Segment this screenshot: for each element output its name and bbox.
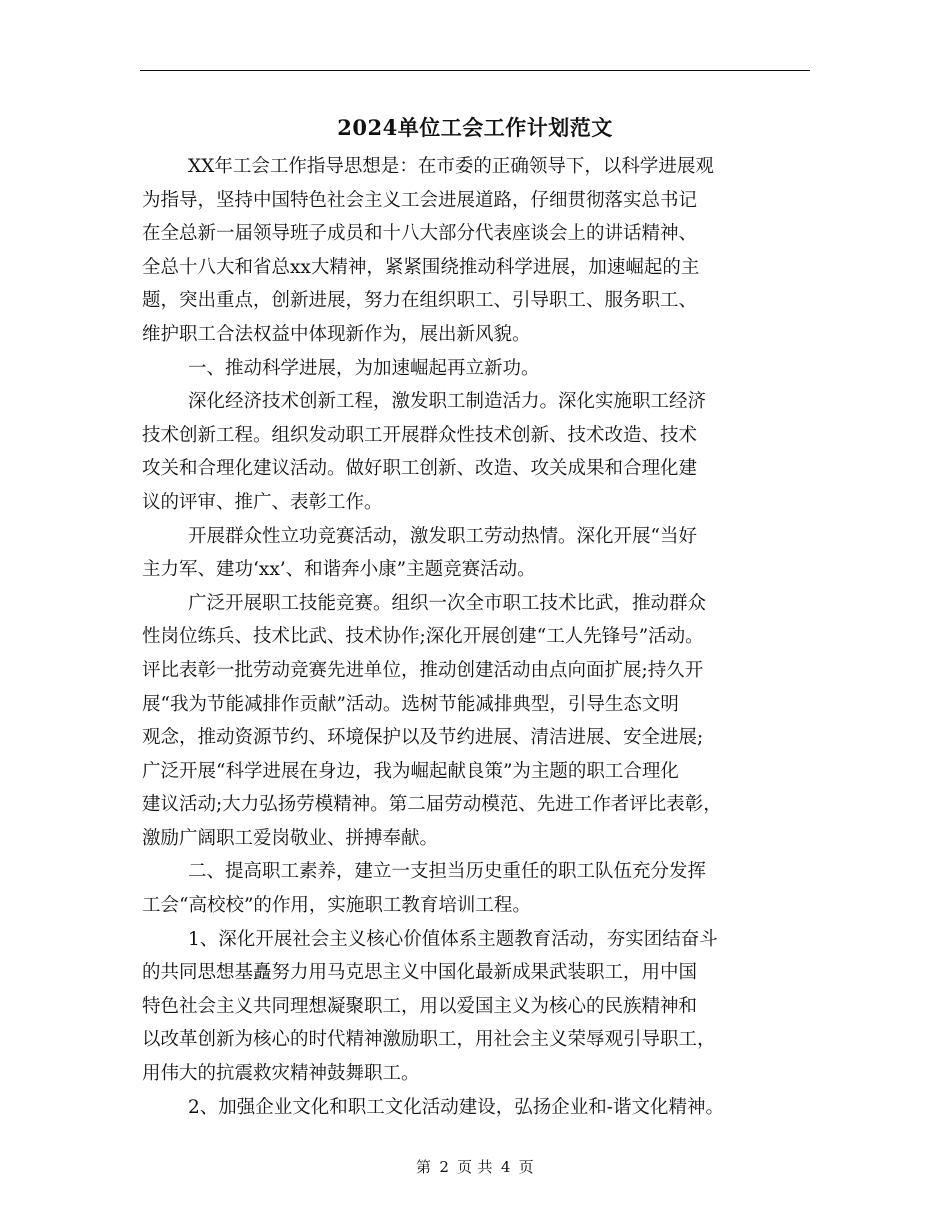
text-line: 评比表彰一批劳动竞赛先进单位，推动创建活动由点向面扩展;持久开 (142, 659, 704, 681)
text-line: XX年工会工作指导思想是：在市委的正确领导下，以科学进展观 (188, 156, 714, 177)
text-line: 1、深化开展社会主义核心价值体系主题教育活动，夯实团结奋斗 (188, 928, 718, 950)
document-title: 2024单位工会工作计划范文 (337, 115, 613, 140)
text-line: 题，突出重点，创新进展，努力在组织职工、引导职工、服务职工、 (142, 290, 698, 312)
text-line: 工会“高校校”的作用，实施职工教育培训工程。 (142, 895, 531, 917)
page-footer (0, 1156, 950, 1177)
text-line: 性岗位练兵、技术比武、技术协作;深化开展创建“工人先锋号”活动。 (142, 626, 704, 648)
text-line: 观念，推动资源节约、环境保护以及节约进展、清洁进展、安全进展; (142, 727, 704, 749)
text-line: 以改革创新为核心的时代精神激励职工，用社会主义荣辱观引导职工， (142, 1029, 716, 1051)
text-line: 激励广阔职工爱岗敬业、拼搏奉献。 (142, 827, 439, 849)
footer-total-pages: 4 (500, 1158, 511, 1176)
document-body (142, 150, 810, 1124)
text-line: 维护职工合法权益中体现新作为，展出新风貌。 (142, 323, 531, 345)
text-line: 二、提高职工素养，建立一支担当历史重任的职工队伍充分发挥 (188, 861, 707, 883)
text-line: 广泛开展职工技能竞赛。组织一次全市职工技术比武，推动群众 (188, 592, 707, 614)
footer-prefix: 第 (416, 1158, 432, 1176)
text-line: 建议活动;大力弘扬劳模精神。第二届劳动模范、先进工作者评比表彰， (142, 794, 722, 816)
text-line: 的共同思想基矗努力用马克思主义中国化最新成果武装职工，用中国 (142, 962, 698, 984)
footer-page-number: 2 (439, 1158, 450, 1176)
text-line: 在全总新一届领导班子成员和十八大部分代表座谈会上的讲话精神、 (142, 223, 698, 245)
header-rule (140, 70, 810, 71)
text-line: 用伟大的抗震救灾精神鼓舞职工。 (142, 1063, 420, 1085)
text-line: 议的评审、推广、表彰工作。 (142, 491, 383, 513)
footer-middle: 页 共 (457, 1158, 493, 1176)
text-line: 展“我为节能减排作贡献”活动。选树节能减排典型，引导生态文明 (142, 693, 679, 715)
text-line: 2、加强企业文化和职工文化活动建设，弘扬企业和-谐文化精神。 (188, 1096, 725, 1118)
text-line: 特色社会主义共同理想凝聚职工，用以爱国主义为核心的民族精神和 (142, 995, 698, 1017)
text-line: 攻关和合理化建议活动。做好职工创新、改造、攻关成果和合理化建 (142, 458, 698, 480)
text-line: 全总十八大和省总xx大精神，紧紧围绕推动科学进展，加速崛起的主 (142, 256, 700, 278)
text-line: 深化经济技术创新工程，激发职工制造活力。深化实施职工经济 (188, 391, 707, 413)
text-line: 技术创新工程。组织发动职工开展群众性技术创新、技术改造、技术 (142, 424, 698, 446)
text-line: 主力军、建功‘xx’、和谐奔小康”主题竞赛活动。 (142, 559, 536, 581)
text-line: 开展群众性立功竞赛活动，激发职工劳动热情。深化开展“当好 (188, 525, 697, 547)
footer-suffix: 页 (518, 1158, 534, 1176)
text-line: 一、推动科学进展，为加速崛起再立新功。 (188, 357, 540, 379)
text-line: 广泛开展“科学进展在身边，我为崛起献良策”为主题的职工合理化 (142, 760, 679, 782)
text-line: 为指导，坚持中国特色社会主义工会进展道路，仔细贯彻落实总书记 (142, 189, 698, 211)
